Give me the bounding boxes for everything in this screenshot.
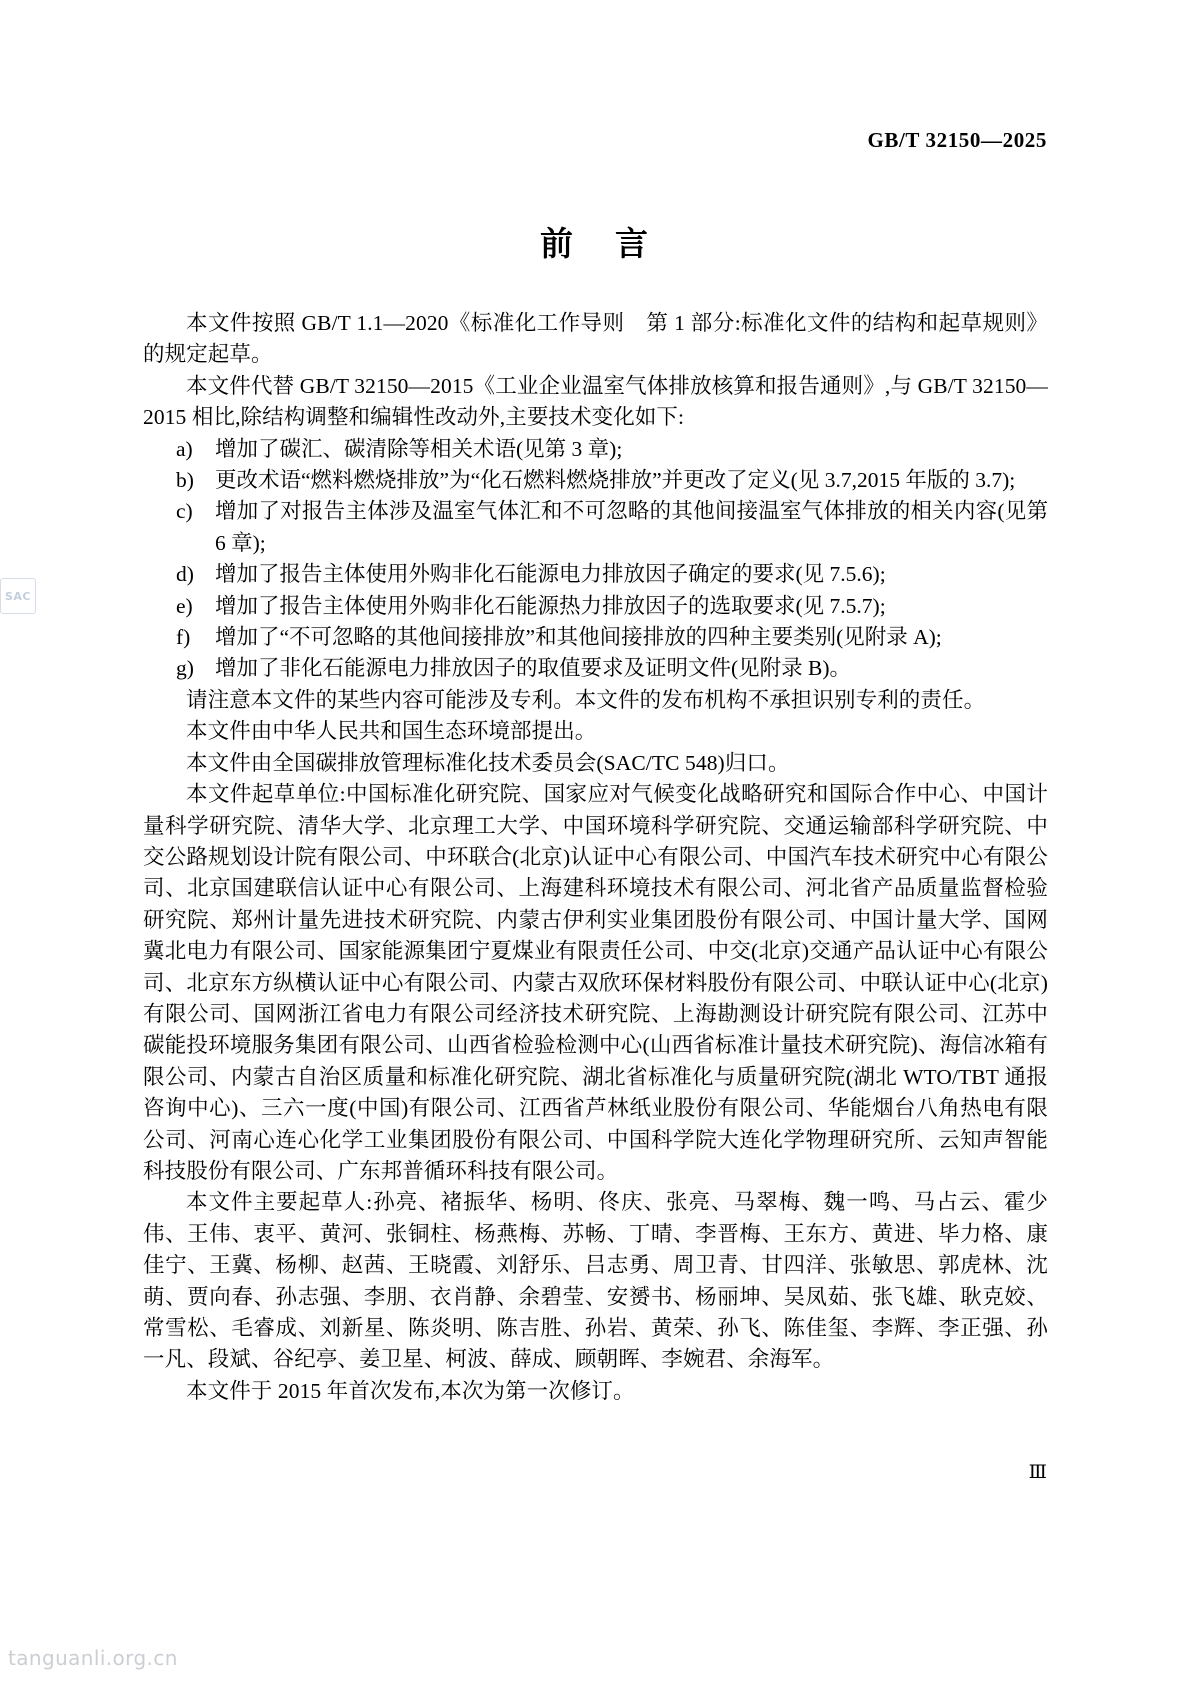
paragraph-first-published: 本文件于 2015 年首次发布,本次为第一次修订。 [186,1378,635,1403]
list-item-text: 更改术语“燃料燃烧排放”为“化石燃料燃烧排放”并更改了定义(见 3.7,2015 年版的 3.7); [215,468,1016,493]
list-item [143,591,1048,622]
paragraph-drafting-units: 本文件起草单位:中国标准化研究院、国家应对气候变化战略研究和国际合作中心、中国计量科学研究院、清华大学、北京理工大学、中国环境科学研究院、交通运输部科学研究院、中交公路规划设计院有限公司、中环联合(北京)认证中心有限公司、中国汽车技术研究中心有限公司、北京国建联信认证中心有限公司、上海建科环境技术有限公司、河北省产品质量监督检验研究院、郑州计量先进技术研究院、内蒙古伊利实业集团股份有限公司、中国计量大学、国网冀北电力有限公司、国家能源集团宁夏煤业有限责任公司、中交(北京)交通产品认证中心有限公司、北京东方纵横认证中心有限公司、内蒙古双欣环保材料股份有限公司、中联认证中心(北京)有限公司、国网浙江省电力有限公司经济技术研究院、上海勘测设计研究院有限公司、江苏中碳能投环境服务集团有限公司、山西省检验检测中心(山西省标准计量技术研究院)、海信冰箱有限公司、内蒙古自治区质量和标准化研究院、湖北省标准化与质量研究院(湖北 WTO/TBT 通报咨询中心)、三六一度(中国)有限公司、江西省芦林纸业股份有限公司、华能烟台八角热电有限公司、河南心连心化学工业集团股份有限公司、中国科学院大连化学物理研究所、云知声智能科技股份有限公司、广东邦普循环科技有限公司。 [143,782,1048,1183]
document-body [143,308,1048,1407]
sac-badge-watermark: SAC [0,578,36,614]
list-item-text: 增加了碳汇、碳清除等相关术语(见第 3 章); [215,436,623,461]
list-item-text: 增加了“不可忽略的其他间接排放”和其他间接排放的四种主要类别(见附录 A); [215,625,942,650]
page-title-char-2: 言 [615,224,650,263]
paragraph-drafters: 本文件主要起草人:孙亮、褚振华、杨明、佟庆、张亮、马翠梅、魏一鸣、马占云、霍少伟、王伟、衷平、黄河、张铜柱、杨燕梅、苏畅、丁晴、李晋梅、王东方、黄进、毕力格、康佳宁、王冀、杨柳、赵茜、王晓霞、刘舒乐、吕志勇、周卫青、甘四洋、张敏思、郭虎林、沈萌、贾向春、孙志强、李朋、衣肖静、余碧莹、安赟书、杨丽坤、吴凤茹、张飞雄、耿克姣、常雪松、毛睿成、刘新星、陈炎明、陈吉胜、孙岩、黄荣、孙飞、陈佳玺、李辉、李正强、孙一凡、段斌、谷纪亭、姜卫星、柯波、薛成、顾朝晖、李婉君、余海军。 [143,1190,1048,1372]
site-watermark: tanguanli.org.cn [8,1646,178,1670]
list-item [143,653,1048,684]
list-marker: d) [176,562,194,587]
list-marker: a) [176,436,193,461]
list-marker: b) [176,468,194,493]
list-item-text: 增加了对报告主体涉及温室气体汇和不可忽略的其他间接温室气体排放的相关内容(见第 6 章); [215,499,1048,555]
paragraph-proposed-by: 本文件由中华人民共和国生态环境部提出。 [186,719,597,744]
paragraph-based-on-rules: 本文件按照 GB/T 1.1—2020《标准化工作导则 第 1 部分:标准化文件的结构和起草规则》的规定起草。 [143,311,1048,367]
standard-number: GB/T 32150—2025 [867,128,1047,152]
list-marker: f) [176,625,191,650]
list-item-text: 增加了非化石能源电力排放因子的取值要求及证明文件(见附录 B)。 [215,656,852,681]
paragraph-patent-notice: 请注意本文件的某些内容可能涉及专利。本文件的发布机构不承担识别专利的责任。 [186,687,986,712]
list-marker: c) [176,499,193,524]
paragraph-replaces-previous: 本文件代替 GB/T 32150—2015《工业企业温室气体排放核算和报告通则》,与 GB/T 32150—2015 相比,除结构调整和编辑性改动外,主要技术变化如下: [143,373,1048,430]
running-header [0,128,1047,153]
list-item-text: 增加了报告主体使用外购非化石能源电力排放因子确定的要求(见 7.5.6); [215,562,886,587]
page-number: Ⅲ [1028,1462,1047,1483]
paragraph-managed-by: 本文件由全国碳排放管理标准化技术委员会(SAC/TC 548)归口。 [186,750,790,775]
page-title [0,218,1190,265]
list-marker: e) [176,593,193,618]
list-marker: g) [176,656,194,681]
page-title-char-1: 前 [540,224,575,263]
list-item [143,496,1048,559]
list-item [143,559,1048,590]
list-item [143,465,1048,496]
technical-changes-list [143,434,1048,685]
list-item [143,622,1048,653]
list-item-text: 增加了报告主体使用外购非化石能源热力排放因子的选取要求(见 7.5.7); [215,593,886,618]
list-item [143,434,1048,465]
